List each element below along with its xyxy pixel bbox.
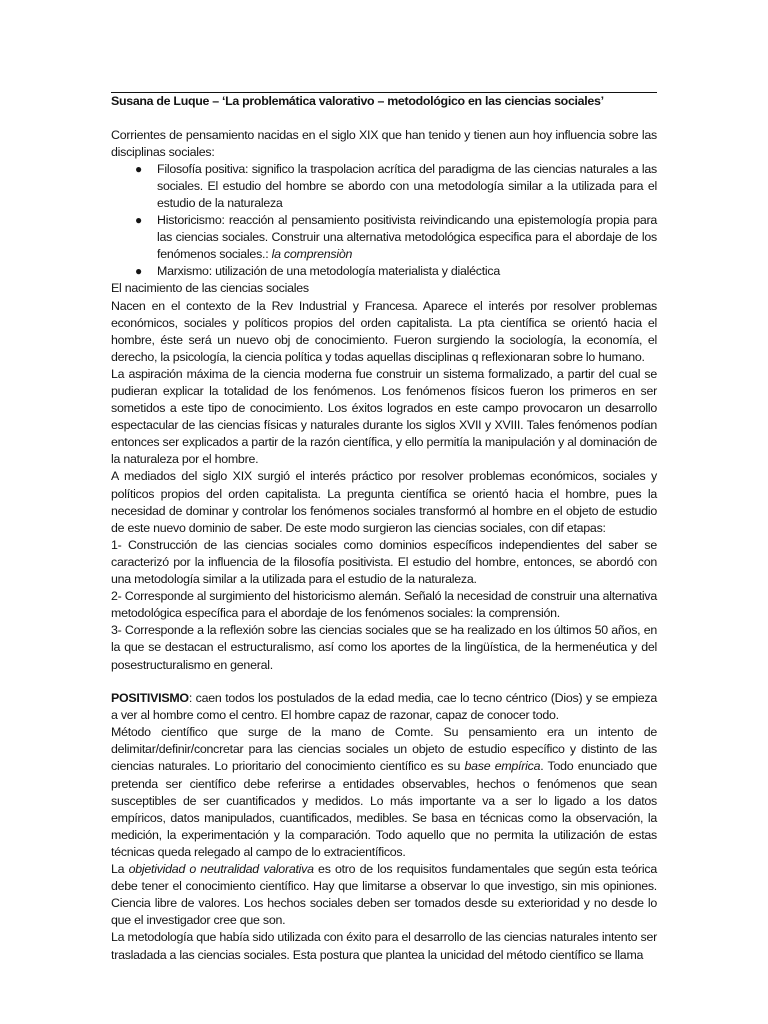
bullet-icon: ● — [135, 161, 142, 176]
list-item-text: Filosofía positiva: significo la traspolacion acrítica del paradigma de las ciencias naturales a las sociales. El estudio del hombre se abordo con una metodología similar a la utilizada para el estudio de la naturaleza — [157, 161, 657, 210]
positivismo-label: POSITIVISMO — [111, 691, 189, 706]
document-heading — [111, 93, 657, 110]
paragraph-aspiracion: La aspiración máxima de la ciencia moderna fue construir un sistema formalizado, a partir del cual se pudieran explicar la totalidad de los fenómenos. Los fenómenos físicos fueron los primeros en ser sometidos a este tipo de conocimiento. Los éxitos logrados en este campo provocaron un desarrollo espectacular de las ciencias físicas y naturales durante los siglos XVII y XVIII. Tales fenómenos podían entonces ser explicados a partir de la razón científica, y ello permitía la manipulación y al dominación de la naturaleza por el hombre. — [111, 366, 657, 467]
bullet-icon: ● — [135, 264, 142, 279]
intro-paragraph: Corrientes de pensamiento nacidas en el siglo XIX que han tenido y tienen aun hoy influencia sobre las disciplinas sociales: — [111, 127, 657, 159]
metodo-text-a: Método científico que surge de la mano de Comte. Su pensamiento era un intento de delimitar/definir/concretar para las ciencias sociales un objeto de estudio específico y distinto de las ciencias naturales. Lo prioritario del conocimiento científico es su — [111, 725, 657, 774]
paragraph-metodo — [111, 724, 657, 861]
paragraph-mediados: A mediados del siglo XIX surgió el interés práctico por resolver problemas económicos, sociales y políticos propios del orden capitalista. La pregunta científica se orientó hacia el hombre, pues la necesidad de dominar y controlar los fenómenos sociales transformó al hombre en el objeto de estudio de este nuevo dominio de saber. De este modo surgieron las ciencias sociales, con dif etapas: — [111, 469, 657, 535]
objetividad-text-a: La — [111, 862, 129, 877]
section-title-nacimiento: El nacimiento de las ciencias sociales — [111, 281, 309, 296]
metodo-italic: base empírica — [464, 759, 541, 774]
list-item — [111, 212, 657, 263]
paragraph-objetividad — [111, 861, 657, 929]
currents-list — [111, 161, 657, 281]
stage-3: 3- Corresponde a la reflexión sobre las ciencias sociales que se ha realizado en los últimos 50 años, en la que se destacan el estructuralismo, así como los aportes de la lingüística, de la hermenéutica y del posestructuralismo en general. — [111, 623, 657, 672]
metodo-text-b: . Todo enunciado que pretenda ser científico debe referirse a entidades observables, hechos o fenómenos que sean susceptibles de ser cuantificados y medidos. Lo más importante va a ser lo ligado a los datos empíricos, datos manipulados, cuantificados, medibles. Se basa en técnicas como la observación, la medición, la experimentación y la comparación. Todo aquello que no permita la utilización de estas técnicas queda relegado al campo de lo extracientíficos. — [111, 759, 657, 859]
spacer — [111, 110, 657, 127]
heading-author: Susana de Luque — [111, 94, 210, 108]
stage-1: 1- Construcción de las ciencias sociales como dominios específicos independientes del saber se caracterizó por la influencia de la filosofía positivista. El estudio del hombre, entonces, se abordó con una metodología similar a la utilizada para el estudio de la naturaleza. — [111, 537, 657, 587]
list-item-text: Marxismo: utilización de una metodología materialista y dialéctica — [157, 264, 500, 279]
spacer — [111, 674, 657, 691]
list-item — [111, 161, 657, 212]
heading-separator: – — [209, 94, 222, 108]
paragraph-positivismo — [111, 690, 657, 724]
stage-2: 2- Corresponde al surgimiento del historicismo alemán. Señaló la necesidad de construir una alternativa metodológica específica para el abordaje de los fenómenos sociales: la comprensión. — [111, 589, 657, 621]
objetividad-text-b: es otro de los requisitos fundamentales que según esta teórica debe tener el conocimiento científico. Hay que limitarse a observar lo que investigo, sin mis opiniones. Ciencia libre de valores. Los hechos sociales deben ser tomados desde su exterioridad y no desde lo que el investigador cree que son. — [111, 862, 657, 928]
list-item — [111, 263, 657, 280]
positivismo-text: : caen todos los postulados de la edad media, cae lo tecno céntrico (Dios) y se empieza a ver al hombre como el centro. El hombre capaz de razonar, capaz de conocer todo. — [111, 691, 657, 723]
paragraph-nacen: Nacen en el contexto de la Rev Industrial y Francesa. Aparece el interés por resolver problemas económicos, sociales y políticos propios del orden capitalista. La pta científica se orientó hacia el hombre, éste será un nuevo obj de conocimiento. Fueron surgiendo la sociología, la economía, el derecho, la psicología, la ciencia política y todas aquellas disciplinas q reflexionaran sobre lo humano. — [111, 298, 657, 364]
paragraph-metodologia: La metodología que había sido utilizada con éxito para el desarrollo de las ciencias naturales intento ser trasladada a las ciencias sociales. Esta postura que plantea la unicidad del método científico se llama — [111, 930, 657, 962]
list-item-text: Historicismo: reacción al pensamiento positivista reivindicando una epistemología propia para las ciencias sociales. Construir una alternativa metodológica especifica para el abordaje de los fenómenos sociales.: — [157, 213, 657, 262]
document-body — [111, 92, 657, 964]
list-item-italic: la comprensiòn — [271, 247, 353, 262]
objetividad-italic: objetividad o neutralidad valorativa — [128, 862, 314, 877]
bullet-icon: ● — [135, 213, 142, 228]
heading-title: ‘La problemática valorativo – metodológico en las ciencias sociales’ — [221, 94, 604, 108]
